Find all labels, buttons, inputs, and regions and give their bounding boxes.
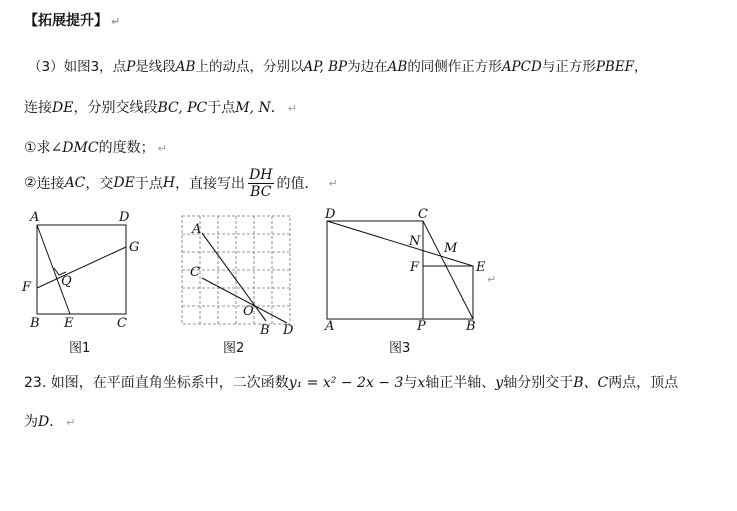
fig1-label-b: B	[30, 316, 40, 331]
question-2	[24, 163, 338, 203]
p3-var: BC, PC	[157, 100, 208, 116]
return-mark: ↵	[111, 15, 121, 28]
fig3-caption: 图3	[389, 341, 411, 356]
fig1-label-c: C	[117, 316, 127, 331]
question-1	[24, 137, 167, 157]
fig3-label-c: C	[418, 207, 428, 222]
p23-number: 23.	[24, 375, 47, 391]
p23-var: B、C	[573, 375, 609, 391]
p3-text: 与正方形	[541, 59, 596, 75]
fig2-label-b: B	[260, 323, 270, 338]
p3-text: ，	[634, 59, 648, 75]
fig3-label-f: F	[410, 260, 420, 275]
p23-text: 轴正半轴、	[425, 375, 496, 391]
p3-text: 是线段	[135, 59, 176, 75]
fig2-line-ab	[202, 233, 266, 321]
fig1-caption: 图1	[69, 341, 91, 356]
p3-var: AB	[175, 59, 196, 75]
fig3-label-b: B	[466, 319, 476, 334]
p3-text: ．	[270, 100, 285, 116]
p3-var: M, N	[235, 100, 271, 116]
dh-over-bc-fraction	[248, 167, 273, 200]
p23-text: 与	[403, 375, 418, 391]
figure-1	[37, 225, 126, 314]
section-header	[24, 10, 120, 30]
p23-text: 如图，在平面直角坐标系中，二次函数	[50, 375, 289, 391]
p3-var: PBEF	[595, 59, 635, 75]
p3-var: AP, BP	[303, 59, 348, 75]
fig3-return-mark: ↵	[487, 273, 497, 286]
problem23-line2	[24, 411, 75, 431]
fig2-caption: 图2	[223, 341, 245, 356]
figures-area	[0, 203, 737, 363]
q2-var: AC	[64, 175, 86, 191]
q2-text: 的值．	[276, 176, 319, 192]
q2-text: ，直接写出	[175, 176, 246, 192]
p3-var: DE	[52, 100, 74, 116]
fig2-label-a: A	[192, 222, 202, 237]
problem3-line2	[24, 97, 297, 117]
fig3-label-n: N	[409, 234, 421, 249]
fig1-label-f: F	[22, 280, 32, 295]
fig3-square-pbef	[423, 266, 473, 319]
q2-var: DE	[113, 175, 135, 191]
return-mark: ↵	[66, 416, 76, 429]
q1-text: 求	[36, 140, 51, 156]
fig2-label-o: O	[243, 304, 254, 319]
fig3-label-m: M	[444, 241, 458, 256]
p23-text: 两点，顶点	[608, 375, 679, 391]
q2-text: 于点	[134, 176, 163, 192]
fig1-label-q: Q	[61, 274, 72, 289]
q2-var: H	[162, 175, 176, 191]
return-mark: ↵	[328, 176, 338, 190]
fig1-line-ae	[37, 225, 70, 314]
fig1-label-g: G	[129, 240, 140, 255]
q1-angle: ∠DMC	[50, 140, 99, 156]
q1-number: ①	[24, 140, 37, 156]
fig3-label-d: D	[325, 207, 336, 222]
fig1-line-fg	[37, 247, 126, 288]
p23-var: D	[38, 414, 50, 430]
p3-var: AB	[387, 59, 408, 75]
figure-3	[327, 221, 473, 319]
p3-var: APCD	[501, 59, 542, 75]
fraction-denominator: BC	[250, 183, 272, 200]
q2-text: ，交	[85, 176, 114, 192]
fraction-numerator: DH	[249, 166, 273, 183]
fig1-label-d: D	[119, 210, 130, 225]
p3-text: 连接	[24, 100, 52, 116]
fig3-label-a: A	[325, 319, 335, 334]
problem23-line1	[24, 372, 678, 392]
fig3-label-p: P	[417, 319, 426, 334]
p23-text: 轴分别交于	[503, 375, 574, 391]
p23-var: x	[417, 375, 426, 391]
p3-text: 的同侧作正方形	[407, 59, 502, 75]
fig2-label-c: C	[190, 265, 200, 280]
fig1-square	[37, 225, 126, 314]
q1-text: 的度数；	[98, 140, 155, 156]
problem3-line1	[28, 55, 648, 75]
p3-text: 上的动点，分别以	[195, 59, 304, 75]
p23-text: 为	[24, 414, 38, 430]
p3-var: P	[126, 59, 136, 75]
p3-text: ，分别交线段	[73, 100, 158, 116]
fig3-line-cb	[423, 221, 473, 319]
fig1-label-a: A	[30, 210, 40, 225]
fig1-label-e: E	[64, 316, 74, 331]
p3-text: （3）如图3，点	[28, 59, 127, 75]
p23-function: y₁ = x² − 2x − 3	[288, 375, 404, 391]
section-header-text: 【拓展提升】	[24, 13, 108, 29]
q2-text: 连接	[36, 176, 65, 192]
fig2-label-d: D	[283, 323, 294, 338]
fig3-label-e: E	[476, 260, 486, 275]
q2-number: ②	[24, 175, 37, 191]
p3-text: 于点	[207, 100, 236, 116]
p23-var: y	[495, 375, 504, 391]
p23-text: ．	[49, 414, 64, 430]
return-mark: ↵	[287, 102, 297, 115]
p3-text: 为边在	[347, 59, 388, 75]
return-mark: ↵	[157, 142, 167, 155]
